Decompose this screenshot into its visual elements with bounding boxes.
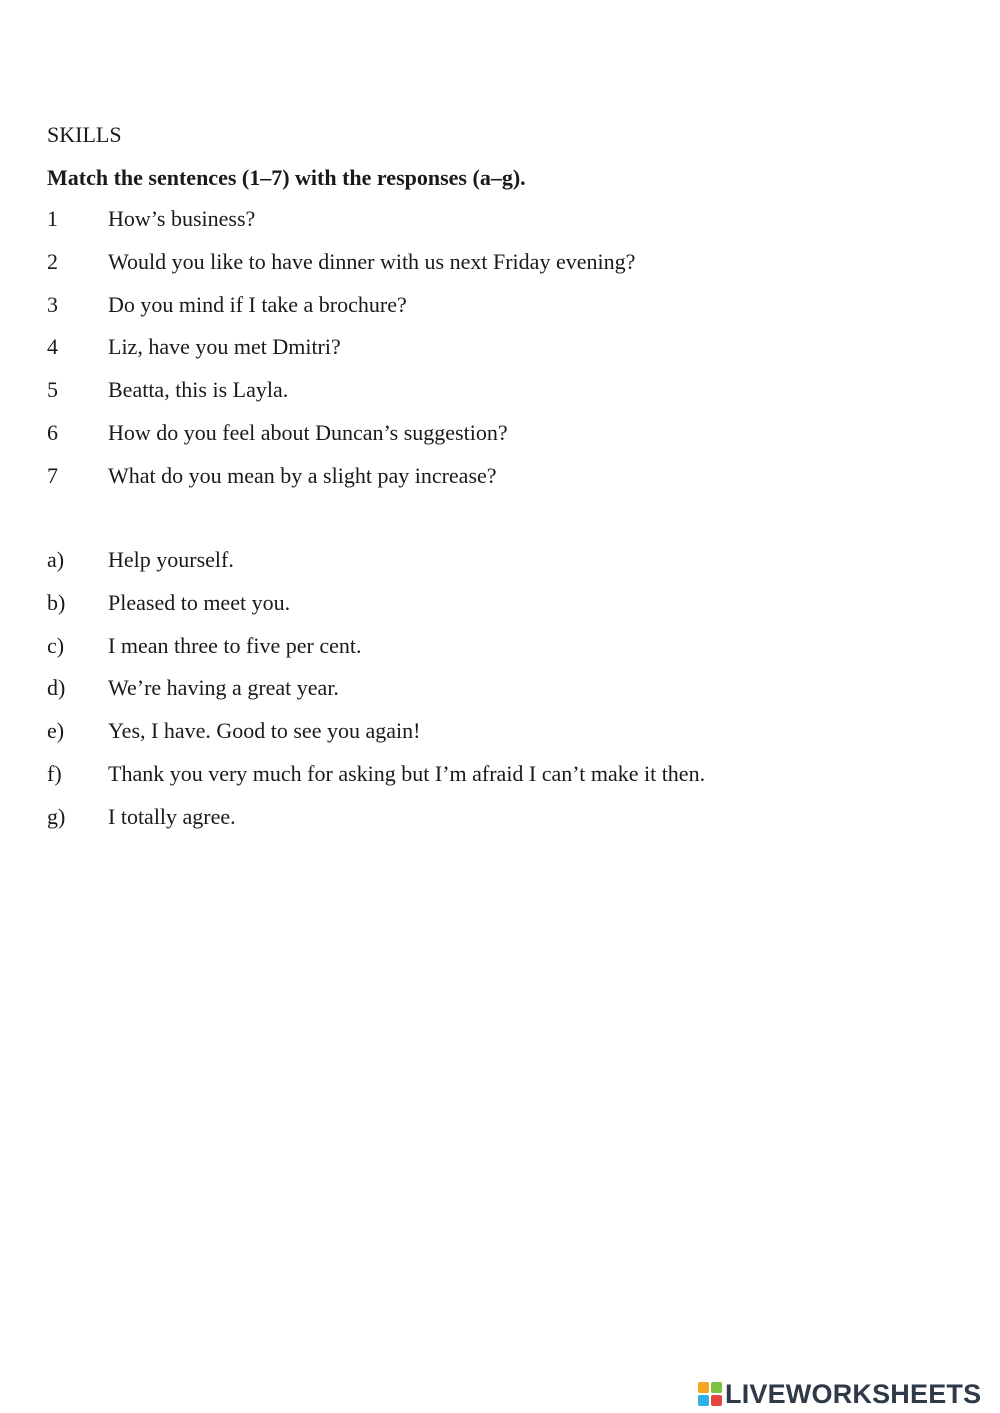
sentence-number: 4 bbox=[47, 334, 58, 360]
sentence-item bbox=[47, 249, 635, 292]
sentence-text: Liz, have you met Dmitri? bbox=[108, 334, 341, 360]
sentence-number: 5 bbox=[47, 377, 58, 403]
response-letter: f) bbox=[47, 760, 62, 786]
sentence-item bbox=[47, 420, 635, 463]
response-text: Pleased to meet you. bbox=[108, 589, 291, 615]
sentence-number: 6 bbox=[47, 419, 58, 445]
sentence-text: Would you like to have dinner with us next Friday evening? bbox=[108, 248, 636, 274]
response-item bbox=[47, 804, 705, 847]
sentence-number: 3 bbox=[47, 291, 58, 317]
logo-square-tr bbox=[711, 1382, 722, 1393]
response-text: We’re having a great year. bbox=[108, 675, 339, 701]
sentences-list bbox=[47, 206, 635, 506]
response-letter: g) bbox=[47, 803, 66, 829]
response-text: I mean three to five per cent. bbox=[108, 632, 362, 658]
sentence-number: 1 bbox=[47, 206, 58, 231]
sentence-number: 7 bbox=[47, 462, 58, 488]
sentence-text: What do you mean by a slight pay increase? bbox=[108, 462, 497, 488]
response-letter: a) bbox=[47, 547, 65, 572]
sentence-item bbox=[47, 463, 635, 506]
response-text: Help yourself. bbox=[108, 547, 234, 572]
response-item bbox=[47, 633, 705, 676]
sentence-text: Do you mind if I take a brochure? bbox=[108, 291, 407, 317]
response-letter: e) bbox=[47, 718, 65, 744]
response-letter: b) bbox=[47, 589, 66, 615]
instruction-heading: Match the sentences (1–7) with the responses (a–g). bbox=[47, 165, 526, 190]
section-label: SKILLS bbox=[47, 122, 122, 147]
responses-list bbox=[47, 547, 705, 847]
sentence-item bbox=[47, 334, 635, 377]
response-item bbox=[47, 590, 705, 633]
response-item bbox=[47, 675, 705, 718]
sentence-item bbox=[47, 292, 635, 335]
sentence-text: How do you feel about Duncan’s suggestion? bbox=[108, 419, 508, 445]
liveworksheets-logo-icon bbox=[698, 1382, 722, 1406]
sentence-text: Beatta, this is Layla. bbox=[108, 377, 289, 403]
response-item bbox=[47, 547, 705, 590]
response-letter: d) bbox=[47, 675, 66, 701]
response-letter: c) bbox=[47, 632, 65, 658]
sentence-number: 2 bbox=[47, 248, 58, 274]
logo-text: LIVEWORKSHEETS bbox=[725, 1378, 982, 1409]
sentence-item bbox=[47, 206, 635, 249]
response-item bbox=[47, 761, 705, 804]
response-text: Yes, I have. Good to see you again! bbox=[108, 718, 421, 744]
logo-square-br bbox=[711, 1395, 722, 1406]
logo-square-tl bbox=[698, 1382, 709, 1393]
response-text: Thank you very much for asking but I’m afraid I can’t make it then. bbox=[108, 760, 706, 786]
sentence-text: How’s business? bbox=[108, 206, 256, 231]
response-text: I totally agree. bbox=[108, 803, 236, 829]
logo-square-bl bbox=[698, 1395, 709, 1406]
response-item bbox=[47, 718, 705, 761]
liveworksheets-logo[interactable] bbox=[698, 1378, 981, 1410]
sentence-item bbox=[47, 377, 635, 420]
